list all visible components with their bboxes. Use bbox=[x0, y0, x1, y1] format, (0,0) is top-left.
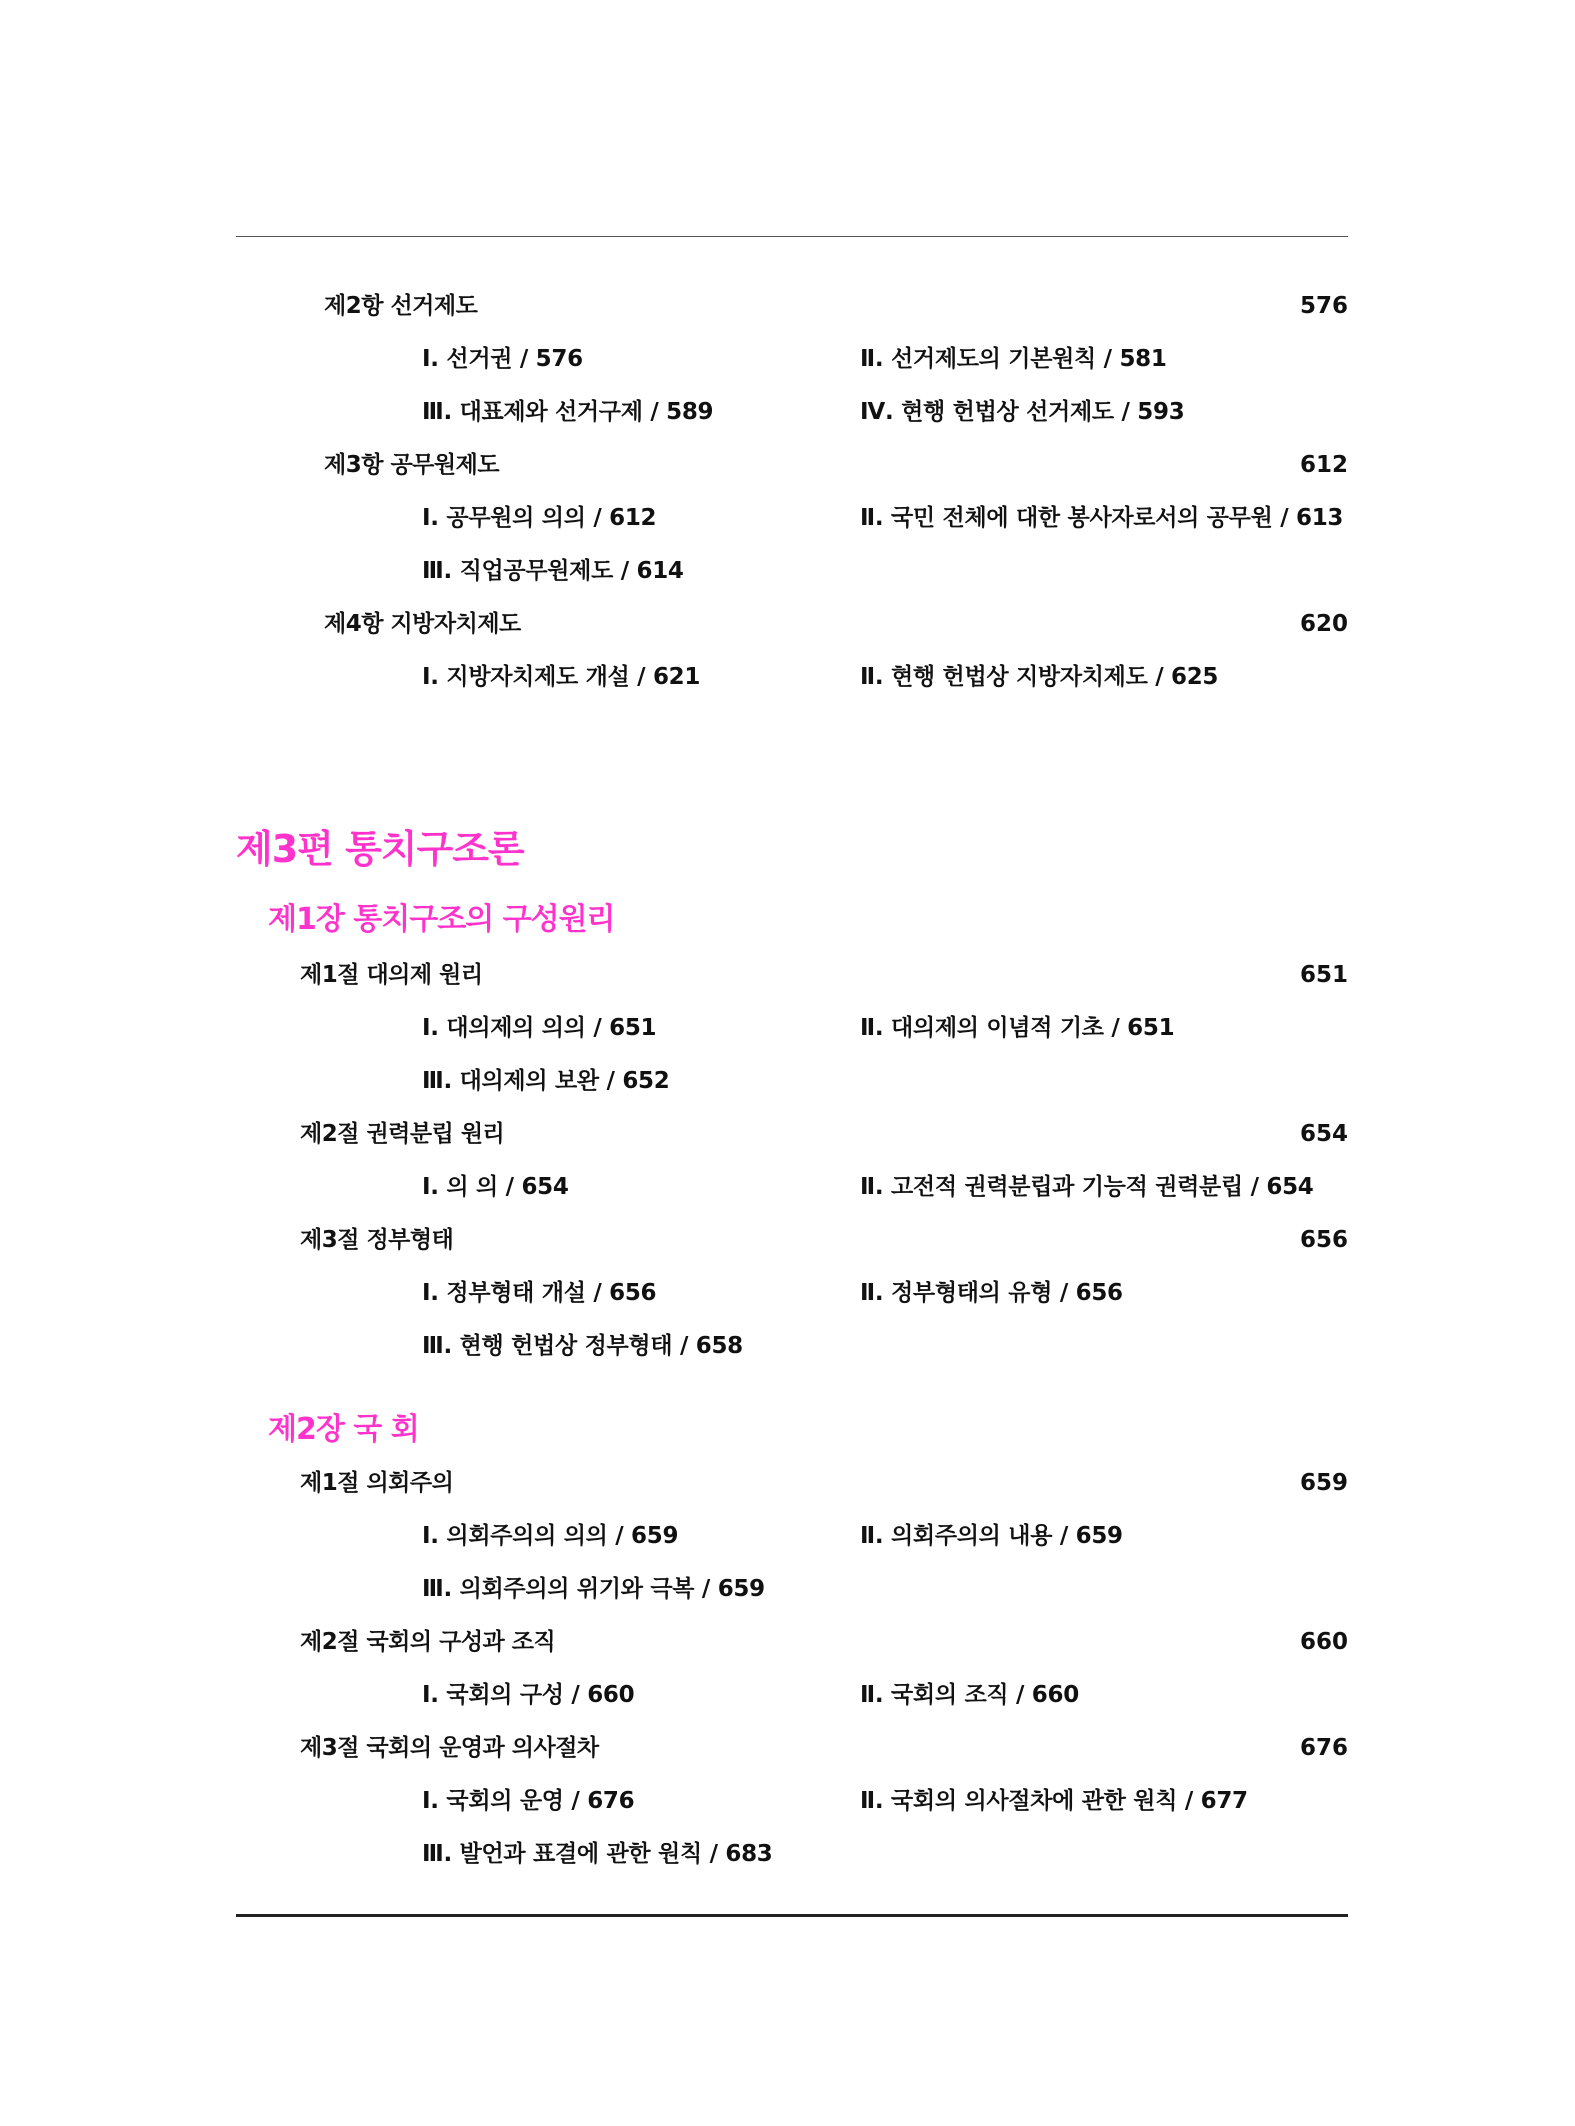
section-title[interactable]: 제3절 정부형태 bbox=[300, 1227, 454, 1253]
toc-item[interactable]: Ⅰ. 국회의 운영 / 676 bbox=[422, 1788, 635, 1814]
toc-item[interactable]: Ⅱ. 현행 헌법상 지방자치제도 / 625 bbox=[860, 664, 1219, 690]
section-title[interactable]: 제2절 권력분립 원리 bbox=[300, 1121, 505, 1147]
toc-item-row bbox=[0, 1781, 1575, 1821]
toc-item-row bbox=[0, 1675, 1575, 1715]
toc-item[interactable]: Ⅰ. 의 의 / 654 bbox=[422, 1174, 569, 1200]
section-title[interactable]: 제3항 공무원제도 bbox=[324, 452, 500, 478]
toc-item-row bbox=[0, 1569, 1575, 1609]
toc-section-row bbox=[0, 1114, 1575, 1154]
toc-item[interactable]: Ⅰ. 공무원의 의의 / 612 bbox=[422, 505, 657, 531]
toc-item[interactable]: Ⅰ. 국회의 구성 / 660 bbox=[422, 1682, 635, 1708]
section-page-number: 676 bbox=[1299, 1735, 1348, 1761]
toc-item[interactable]: Ⅲ. 의회주의의 위기와 극복 / 659 bbox=[422, 1576, 765, 1602]
section-page-number: 654 bbox=[1299, 1121, 1348, 1147]
chapter-title[interactable]: 제1장 통치구조의 구성원리 bbox=[268, 902, 615, 937]
toc-item[interactable]: Ⅲ. 대표제와 선거구제 / 589 bbox=[422, 399, 714, 425]
toc-item[interactable]: Ⅱ. 국민 전체에 대한 봉사자로서의 공무원 / 613 bbox=[860, 505, 1344, 531]
toc-item[interactable]: Ⅲ. 직업공무원제도 / 614 bbox=[422, 558, 684, 584]
toc-item-row bbox=[0, 392, 1575, 432]
toc-section-row bbox=[0, 604, 1575, 644]
toc-item[interactable]: Ⅰ. 정부형태 개설 / 656 bbox=[422, 1280, 657, 1306]
toc-section-row bbox=[0, 1622, 1575, 1662]
section-title[interactable]: 제2절 국회의 구성과 조직 bbox=[300, 1629, 556, 1655]
section-page-number: 620 bbox=[1299, 611, 1348, 637]
toc-section-row bbox=[0, 445, 1575, 485]
toc-section-row bbox=[0, 1728, 1575, 1768]
toc-section-row bbox=[0, 286, 1575, 326]
toc-item[interactable]: Ⅳ. 현행 헌법상 선거제도 / 593 bbox=[860, 399, 1185, 425]
section-page-number: 659 bbox=[1299, 1470, 1348, 1496]
section-page-number: 656 bbox=[1299, 1227, 1348, 1253]
toc-item-row bbox=[0, 1516, 1575, 1556]
section-page-number: 651 bbox=[1299, 962, 1348, 988]
section-page-number: 576 bbox=[1299, 293, 1348, 319]
toc-item[interactable]: Ⅱ. 국회의 의사절차에 관한 원칙 / 677 bbox=[860, 1788, 1248, 1814]
toc-section-row bbox=[0, 1463, 1575, 1503]
toc-item[interactable]: Ⅱ. 의회주의의 내용 / 659 bbox=[860, 1523, 1123, 1549]
toc-item-row bbox=[0, 1834, 1575, 1874]
chapter-title[interactable]: 제2장 국 회 bbox=[268, 1412, 419, 1447]
section-title[interactable]: 제1절 대의제 원리 bbox=[300, 962, 483, 988]
section-title[interactable]: 제2항 선거제도 bbox=[324, 293, 478, 319]
toc-item-row bbox=[0, 1008, 1575, 1048]
toc-item-row bbox=[0, 1273, 1575, 1313]
top-rule bbox=[236, 236, 1348, 237]
toc-item[interactable]: Ⅱ. 국회의 조직 / 660 bbox=[860, 1682, 1079, 1708]
toc-item[interactable]: Ⅱ. 선거제도의 기본원칙 / 581 bbox=[860, 346, 1167, 372]
toc-item[interactable]: Ⅲ. 현행 헌법상 정부형태 / 658 bbox=[422, 1333, 743, 1359]
toc-item[interactable]: Ⅲ. 대의제의 보완 / 652 bbox=[422, 1068, 670, 1094]
section-page-number: 660 bbox=[1299, 1629, 1348, 1655]
toc-item[interactable]: Ⅲ. 발언과 표결에 관한 원칙 / 683 bbox=[422, 1841, 773, 1867]
toc-item[interactable]: Ⅱ. 정부형태의 유형 / 656 bbox=[860, 1280, 1123, 1306]
toc-item-row bbox=[0, 498, 1575, 538]
toc-item[interactable]: Ⅰ. 의회주의의 의의 / 659 bbox=[422, 1523, 679, 1549]
section-title[interactable]: 제4항 지방자치제도 bbox=[324, 611, 521, 637]
bottom-rule bbox=[236, 1914, 1348, 1917]
part-title[interactable]: 제3편 통치구조론 bbox=[236, 827, 524, 871]
toc-section-row bbox=[0, 1220, 1575, 1260]
toc-item-row bbox=[0, 1326, 1575, 1366]
section-title[interactable]: 제1절 의회주의 bbox=[300, 1470, 454, 1496]
toc-section-row bbox=[0, 955, 1575, 995]
section-page-number: 612 bbox=[1299, 452, 1348, 478]
toc-item[interactable]: Ⅰ. 지방자치제도 개설 / 621 bbox=[422, 664, 701, 690]
toc-item-row bbox=[0, 1061, 1575, 1101]
toc-item[interactable]: Ⅱ. 대의제의 이념적 기초 / 651 bbox=[860, 1015, 1175, 1041]
toc-item-row bbox=[0, 1167, 1575, 1207]
toc-item[interactable]: Ⅱ. 고전적 권력분립과 기능적 권력분립 / 654 bbox=[860, 1174, 1314, 1200]
toc-item[interactable]: Ⅰ. 대의제의 의의 / 651 bbox=[422, 1015, 657, 1041]
toc-item-row bbox=[0, 339, 1575, 379]
section-title[interactable]: 제3절 국회의 운영과 의사절차 bbox=[300, 1735, 599, 1761]
toc-item-row bbox=[0, 657, 1575, 697]
toc-item[interactable]: Ⅰ. 선거권 / 576 bbox=[422, 346, 583, 372]
toc-item-row bbox=[0, 551, 1575, 591]
